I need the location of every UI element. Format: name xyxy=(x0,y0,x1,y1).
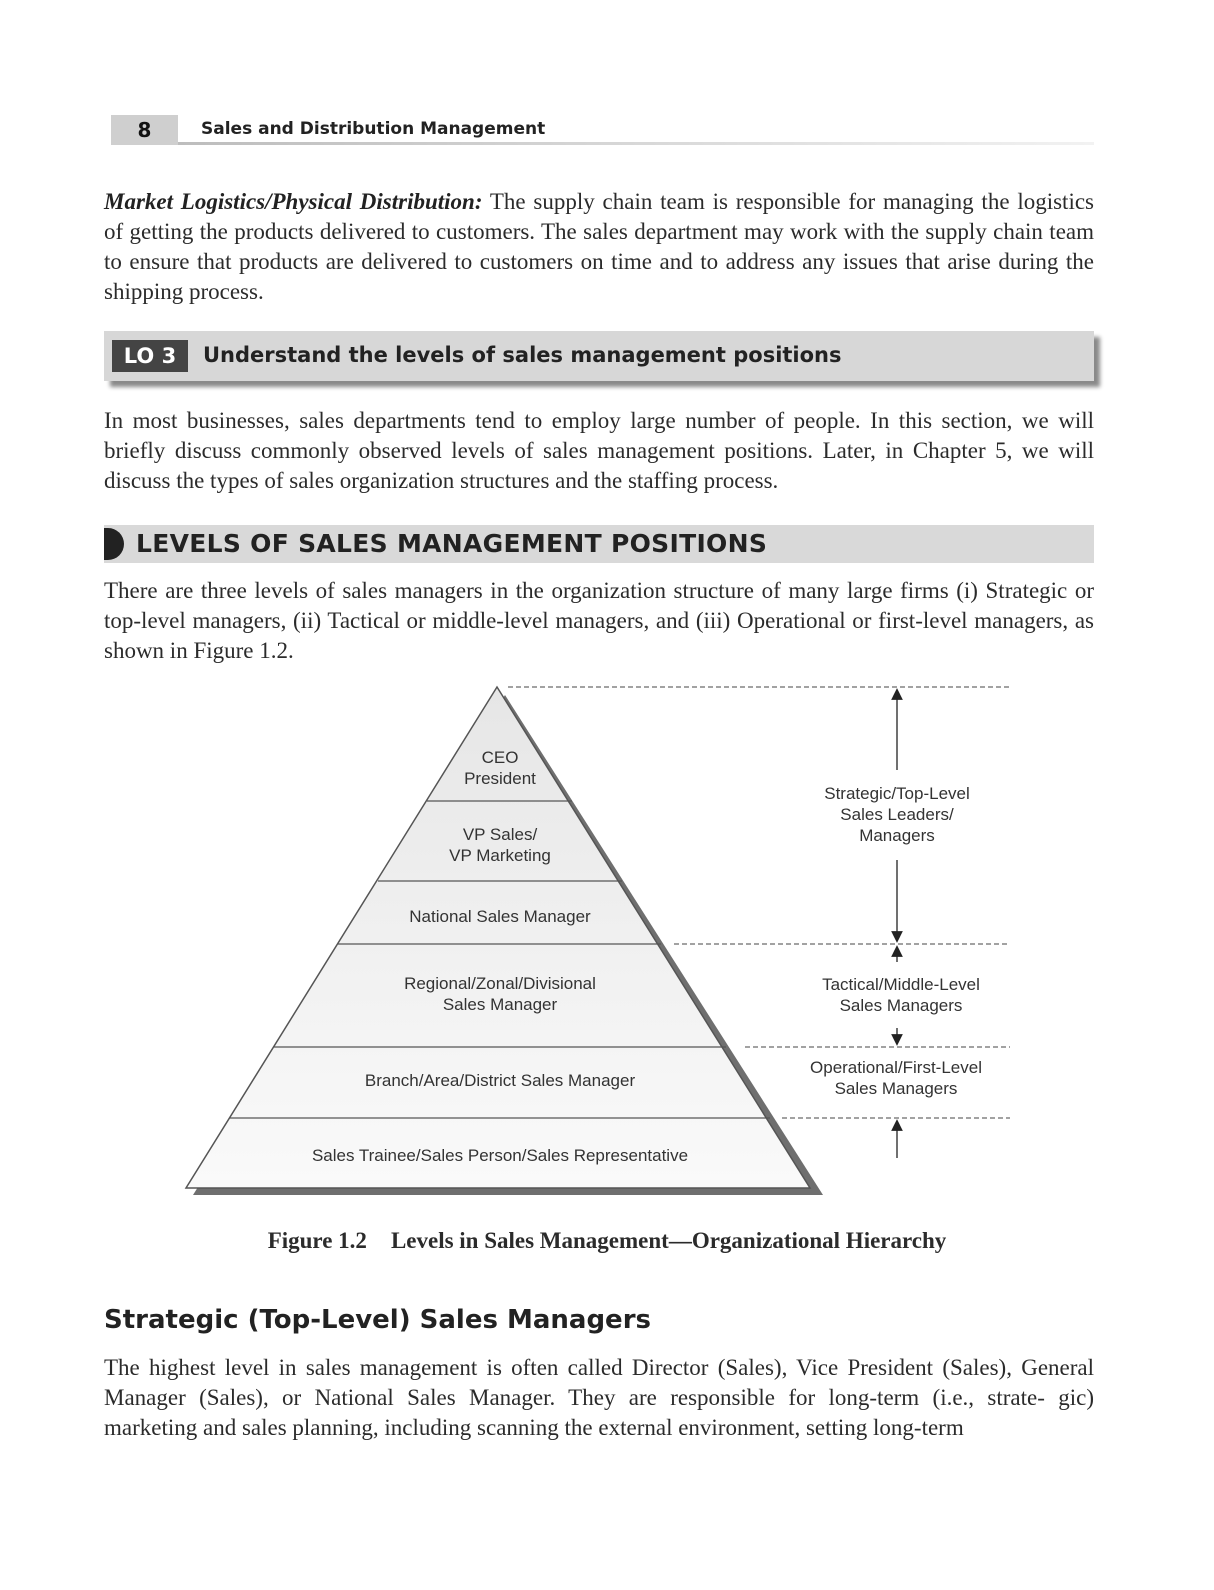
paragraph-levels: There are three levels of sales managers in the organization structure of many large firms (i) Strategic or top-level managers, (ii) Tactical or middle-level managers, and (iii) Operational or first-level managers, as shown in Figure 1.2. xyxy=(104,578,1094,663)
tier-label: VP Marketing xyxy=(449,846,551,865)
section-heading: LEVELS OF SALES MANAGEMENT POSITIONS xyxy=(136,529,768,558)
tier-label: National Sales Manager xyxy=(409,907,591,926)
figure-caption xyxy=(0,1228,1214,1254)
learning-objective-tag: LO 3 xyxy=(112,340,188,372)
paragraph-strategic: The highest level in sales management is often called Director (Sales), Vice President (Sales), General Manager (Sales), or National Sales Manager. They are responsible for long-term (i.e., strate- gic) marketing and sales planning, including scanning the external environment, setting long-term xyxy=(104,1355,1094,1440)
paragraph-lead-term: Market Logistics/Physical Distribution: xyxy=(104,189,483,214)
page-number: 8 xyxy=(111,115,178,145)
tier-label: Branch/Area/District Sales Manager xyxy=(364,1071,636,1090)
level-label: Sales Managers xyxy=(834,1079,958,1098)
tier-label: President xyxy=(464,769,536,788)
tier-label: VP Sales/ xyxy=(462,825,538,844)
figure-title: Levels in Sales Management—Organizational Hierarchy xyxy=(390,1228,947,1253)
running-title: Sales and Distribution Management xyxy=(201,119,546,139)
paragraph-logistics-body: The supply chain team is responsible for managing the logistics of getting the products delivered to customers. The sales department may work with the supply chain team to ensure that products are delivered to customers on time and to address any issues that arise during the shipping process. xyxy=(104,189,1094,304)
level-label: Strategic/Top-Level xyxy=(824,784,970,803)
tier-label: Sales Trainee/Sales Person/Sales Representative xyxy=(311,1146,689,1165)
tier-label: CEO xyxy=(481,748,519,767)
level-label: Managers xyxy=(859,826,935,845)
level-label: Sales Managers xyxy=(839,996,963,1015)
learning-objective-title: Understand the levels of sales management positions xyxy=(203,343,842,367)
tier-label: Sales Manager xyxy=(442,995,558,1014)
level-label: Operational/First-Level xyxy=(810,1058,982,1077)
figure-number: Figure 1.2 xyxy=(267,1228,367,1253)
paragraph-intro: In most businesses, sales departments tend to employ large number of people. In this section, we will briefly discuss commonly observed levels of sales management positions. Later, in Chapter 5, we will discuss the types of sales organization structures and the staffing process. xyxy=(104,408,1094,493)
subheading: Strategic (Top-Level) Sales Managers xyxy=(104,1305,651,1335)
level-label: Sales Leaders/ xyxy=(840,805,954,824)
level-label: Tactical/Middle-Level xyxy=(822,975,980,994)
tier-label: Regional/Zonal/Divisional xyxy=(404,974,596,993)
